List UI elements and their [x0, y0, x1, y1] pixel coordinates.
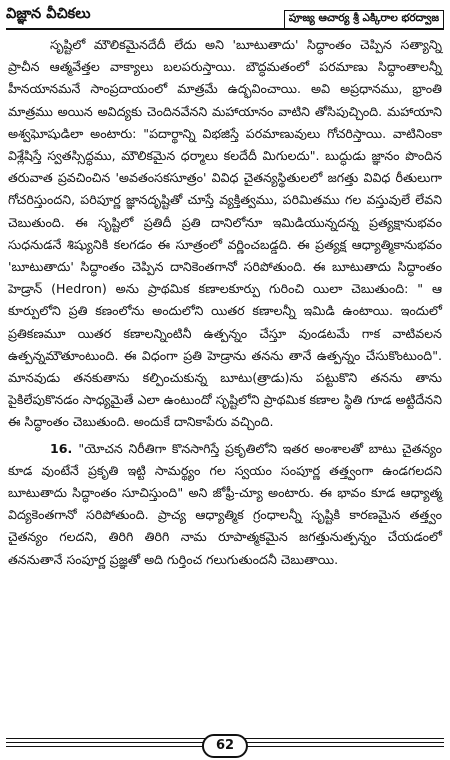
page-body [8, 34, 442, 571]
page-number: 62 [202, 734, 248, 758]
paragraph-number: 16. [50, 440, 73, 456]
numbered-paragraph [8, 438, 442, 571]
paragraph-text: "యోచన నిరీతిగా కొనసాగిస్తే ప్రకృతిలోని ఇతర అంశాలతో బాటు చైతన్యం కూడ వుంటేనే ప్రకృతి ఇట్టి సామర్థ్యం గల స్వయం సంపూర్ణ తత్త్వంగా ఉండగలదని బూటుతాదు సిద్ధాంతం సూచిస్తుంది" అని జోఫ్రీ-చ్యూ అంటారు. ఈ భావం కూడ ఆధ్యాత్మ విద్యకెంతగానో సరిపోతుంది. ప్రాచ్య ఆధ్యాత్మిక గ్రంధాలన్నీ సృష్టికి కారణమైన తత్త్వం చైతన్యం గలదని, తిరిగి తిరిగి నామ రూపాత్మకమైన జగత్తునుత్పన్నం చేయడంలో తననుతానే సంపూర్ణ ప్రజ్ఞతో అది గుర్తించ గలుగుతుందనీ చెబుతాయి. [8, 440, 442, 567]
book-title: విజ్ఞాన వీచికలు [6, 6, 91, 22]
author-name: పూజ్య ఆచార్య శ్రీ ఎక్కిరాల భరద్వాజ [284, 10, 444, 29]
paragraph: సృష్టిలో మౌలికమైనదేదీ లేదు అని 'బూటుతాదు' సిద్ధాంతం చెప్పిన సత్యాన్ని ప్రాచీన ఆత్మవేత్తల వాక్యాలు బలపరుస్తాయి. బౌద్ధమతంలో పరమాణు సిద్ధాంతాలన్నీ హీనయానమనే సాంప్రదాయంలో మాత్రమే ఉద్భవించాయి. అవి అప్రధానము, భ్రాంతి మాత్రము అయిన అవిద్యకు చెందినవేనని మహాయానం వాటిని తోసిపుచ్చింది. మహాయాని అశ్వఘోషుడిలా అంటారు: "పదార్థాన్ని విభజిస్తే పరమాణువులు గోచరిస్తాయి. వాటినింకా విశ్లేషిస్తే స్వతస్సిద్ధము, మౌలికమైన ధర్మాలు కలదేదీ మిగులదు". బుద్ధుడు జ్ఞానం పొందిన తరువాత ప్రవచించిన 'అవతంసకసూత్రం' వివిధ చైతన్యస్థితులలో జగత్తు వివిధ రీతులుగా గోచరిస్తుందని, పరిపూర్ణ జ్ఞానదృష్టితో చూస్తే వ్యక్తిత్వము, పరిమితము గల వస్తువులే లేవని చెబుతుంది. ఈ సృష్టిలో ప్రతిదీ ప్రతి దానిలోనూ ఇమిడియున్నదన్న ప్రత్యక్షానుభవం సుధనుడనే శిష్యునికి కలగడం ఈ సూత్రంలో వర్ణించబడ్డది. ఈ ప్రత్యక్ష ఆధ్యాత్మికానుభవం 'బూటుతాదు' సిద్ధాంతం చెప్పిన దానికెంతగానో సరిపోతుంది. ఈ బూటుతాదు సిద్ధాంతం హెడ్రాన్ (Hedron) అను ప్రాథమిక కణాలకూర్పు గురించి యిలా చెబుతుంది: " ఆ కూర్పులోని ప్రతి కణంలోను అందులోని యితర కణాలన్నీ ఇమిడి ఉంటాయి. ఇందులో ప్రతికణమూ యితర కణాలన్నింటినీ ఉత్పన్నం చేస్తూ వుండటమే గాక వాటివలన ఉత్పన్నమౌతూంటుంది. ఈ విధంగా ప్రతి హెడ్రాను తనను తానే ఉత్పన్నం చేసుకొంటుంది". మానవుడు తనకుతాను కల్పించుకున్న బూటు(త్రాడు)ను పట్టుకొని తనను తాను పైకిలేపుకొనడం సాధ్యమైతే ఎలా ఉంటుందో సృష్టిలోని ప్రాథమిక కణాల స్థితి గూడ అట్టిదేనని ఈ సిద్ధాంతం చెబుతుంది. అందుకే దానికాపేరు వచ్చింది. [8, 37, 442, 430]
page-header [6, 2, 444, 30]
